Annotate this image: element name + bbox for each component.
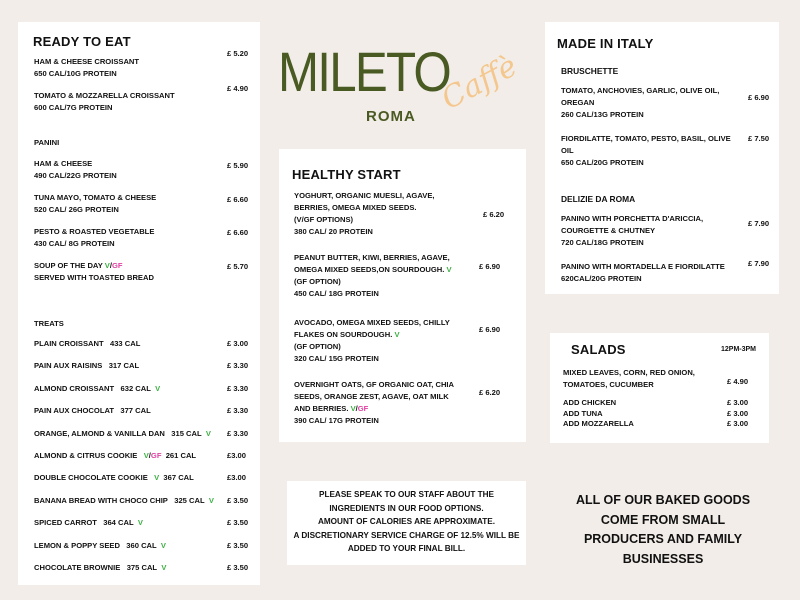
price: £ 3.30 [227,361,249,371]
healthy-start-panel [279,149,526,442]
price: £ 3.30 [227,428,249,438]
price: £ 6.60 [227,228,249,237]
logo-city: ROMA [366,108,416,125]
price: £ 4.90 [227,84,249,93]
gluten-free-marker: GF [150,451,162,460]
price: £ 3.00 [227,339,249,348]
made-in-italy-panel [545,22,779,294]
addon-row: ADD CHICKEN £ 3.00 [563,398,749,407]
price: £ 6.20 [479,388,501,397]
menu-item: HAM & CHEESE 490 CAL/22G PROTEIN [34,159,117,180]
price: £ 5.20 [227,49,249,58]
menu-item-soup: SOUP OF THE DAY V/GF SERVED WITH TOASTED BREAD [34,261,154,282]
menu-item: OVERNIGHT OATS, GF ORGANIC OAT, CHIA SEEDS, ORANGE ZEST, AGAVE, OAT MILK AND BERRIES. V/GF 390 CAL/ 17G PROTEIN [294,380,455,425]
ready-to-eat-title: READY TO EAT [33,34,131,49]
salads-hours: 12PM-3PM [721,346,757,353]
logo-script: Caffè [436,48,523,117]
gluten-free-marker: GF [357,404,369,413]
treat-row: DOUBLE CHOCOLATE COOKIE V 367 CAL [34,473,194,483]
gluten-free-marker: GF [111,261,123,270]
vegan-marker: V [205,428,211,438]
vegan-marker: V [161,563,167,572]
vegan-marker: V [137,518,143,528]
price: £ 6.90 [479,325,501,334]
treat-row: PLAIN CROISSANT 433 CAL [34,339,141,348]
vegan-marker: V [154,473,160,483]
salad-addons [563,398,753,430]
menu-item: FIORDILATTE, TOMATO, PESTO, BASIL, OLIVE OIL 650 CAL/20G PROTEIN [561,134,731,167]
treat-row: BANANA BREAD WITH CHOCO CHIP 325 CAL V [34,495,214,505]
treat-row: PAIN AUX RAISINS 317 CAL [34,361,140,371]
price: £ 3.50 [227,518,249,528]
logo-wordmark: MILETO [278,40,451,103]
treats-heading: TREATS [34,319,64,328]
treat-row: CHOCOLATE BROWNIE 375 CAL V [34,563,167,572]
menu-item: HAM & CHEESE CROISSANT 650 CAL/10G PROTEIN [34,57,140,78]
baked-goods-note: ALL OF OUR BAKED GOODS COME FROM SMALL PRODUCERS AND FAMILY BUSINESSES [575,493,751,566]
price: £3.00 [227,451,247,460]
treat-row: ALMOND & CITRUS COOKIE V/GF 261 CAL [34,451,197,460]
ready-to-eat-panel [18,22,260,585]
price: £ 6.20 [483,210,505,219]
menu-item: TUNA MAYO, TOMATO & CHEESE 520 CAL/ 26G PROTEIN [34,193,157,214]
menu-item: TOMATO, ANCHOVIES, GARLIC, OLIVE OIL, OREGAN 260 CAL/13G PROTEIN [561,86,720,119]
panini-heading: PANINI [34,138,60,147]
allergen-notice: PLEASE SPEAK TO OUR STAFF ABOUT THE INGREDIENTS IN OUR FOOD OPTIONS. AMOUNT OF CALORIES ARE APPROXIMATE. A DISCRETIONARY SERVICE CHARGE OF 12.5% WILL BE ADDED TO YOUR FINAL BILL. [287,481,526,565]
addon-row: ADD TUNA £ 3.00 [563,408,749,418]
price: £ 7.90 [748,259,770,268]
treat-row: ALMOND CROISSANT 632 CAL V [34,383,161,393]
vegan-marker: V [208,495,214,505]
price: £ 6.60 [227,195,249,204]
price: £ 7.50 [748,134,770,143]
healthy-start-title: HEALTHY START [292,167,401,182]
vegan-marker: V [155,383,161,393]
vegan-marker: V [394,330,400,339]
price: £ 6.90 [479,262,501,271]
vegan-marker: V [160,540,166,550]
vegan-marker: V [104,261,110,270]
price: £ 4.90 [727,377,749,386]
salads-panel [550,333,769,443]
price: £ 3.30 [227,406,249,416]
treat-row: SPICED CARROT 364 CAL V [34,518,143,528]
delizie-heading: DELIZIE DA ROMA [561,194,636,204]
vegan-marker: V [350,404,356,413]
menu-item: PESTO & ROASTED VEGETABLE 430 CAL/ 8G PROTEIN [34,227,155,248]
price: £ 7.90 [748,219,770,228]
menu-item: PANINO WITH PORCHETTA D'ARICCIA, COURGETTE & CHUTNEY 720 CAL/18G PROTEIN [561,214,704,247]
treat-row: LEMON & POPPY SEED 360 CAL V [34,540,166,550]
menu-item: PANINO WITH MORTADELLA E FIORDILATTE 620CAL/20G PROTEIN [561,262,725,283]
menu-item: TOMATO & MOZZARELLA CROISSANT 600 CAL/7G PROTEIN [34,91,175,112]
treat-row: ORANGE, ALMOND & VANILLA DAN 315 CAL V [34,428,211,438]
price: £ 5.70 [227,262,249,271]
vegan-marker: V [446,265,452,274]
vegan-marker: V [143,451,149,460]
addon-row: ADD MOZZARELLA £ 3.00 [563,419,749,428]
bruschette-heading: BRUSCHETTE [561,66,619,76]
price: £ 3.30 [227,383,249,393]
price: £ 3.50 [227,563,249,572]
menu-item: AVOCADO, OMEGA MIXED SEEDS, CHILLY FLAKES ON SOURDOUGH. V (GF OPTION) 320 CAL/ 15G PROTEIN [294,318,450,363]
price: £3.00 [227,473,247,483]
price: £ 3.50 [227,540,249,550]
mileto-logo [276,40,526,134]
treat-row: PAIN AUX CHOCOLAT 377 CAL [34,406,151,416]
made-in-italy-title: MADE IN ITALY [557,36,654,51]
menu-item: PEANUT BUTTER, KIWI, BERRIES, AGAVE, OMEGA MIXED SEEDS,ON SOURDOUGH. V (GF OPTION) 450 CAL/ 18G PROTEIN [294,253,452,298]
menu-item: MIXED LEAVES, CORN, RED ONION, TOMATOES, CUCUMBER [563,368,695,389]
salads-title: SALADS [571,342,626,357]
price: £ 3.50 [227,495,249,505]
price: £ 6.90 [748,93,770,102]
menu-item: YOGHURT, ORGANIC MUESLI, AGAVE, BERRIES, OMEGA MIXED SEEDS. (V/GF OPTIONS) 380 CAL/ 20 PROTEIN [294,191,435,236]
price: £ 5.90 [227,161,249,170]
